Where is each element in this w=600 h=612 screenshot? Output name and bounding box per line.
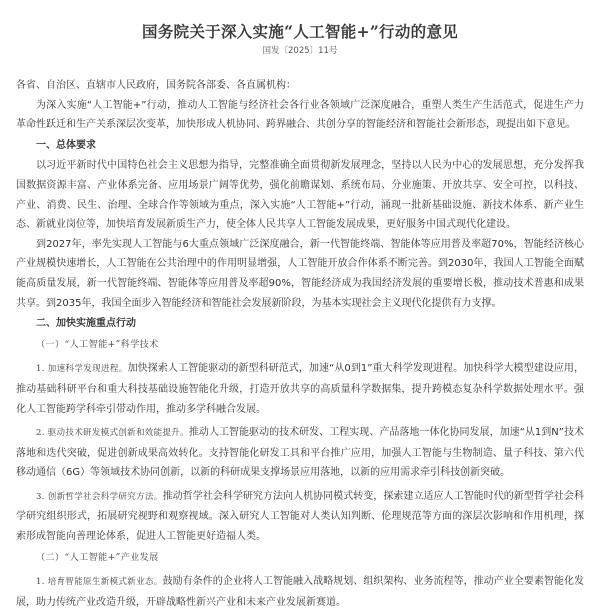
- salutation: 各省、自治区、直辖市人民政府，国务院各部委、各直属机构：: [16, 80, 296, 91]
- item-lead: 3. 创新哲学社会科学研究方法。: [36, 491, 163, 502]
- section-heading-1: 一、总体要求: [36, 139, 96, 151]
- subsection-heading-2: （二）“人工智能+”产业发展: [36, 552, 159, 563]
- item-text: 推动人工智能驱动的技术研发、工程实现、产品落地一体化协同发展，加速“从1到N”技术落地和迭代突破，促进创新成果高效转化。支持智能化研发工具和平台推广应用，加强人工智能与生物制造、量子科技、第六代移动通信（6G）等领域技术协同创新，以新的科研成果支撑场景应用落地，以新的应用需求牵引科技创新突破。: [16, 427, 584, 479]
- document-body: [16, 76, 584, 612]
- section1-paragraph-2: 到2027年，率先实现人工智能与6大重点领域广泛深度融合，新一代智能终端、智能体等应用普及率超70%，智能经济核心产业规模快速增长，人工智能在公共治理中的作用明显增强，人工智能开放合作体系不断完善。到2030年，我国人工智能全面赋能高质量发展，新一代智能终端、智能体等应用普及率超90%，智能经济成为我国经济发展的重要增长极，推动技术普惠和成果共享。到2035年，我国全面步入智能经济和智能社会发展新阶段，为基本实现社会主义现代化提供有力支撑。: [16, 238, 584, 309]
- item-text: 推动哲学社会科学研究方法向人机协同模式转变，探索建立适应人工智能时代的新型哲学社会科学研究组织形式，拓展研究视野和观察视域。深入研究人工智能对人类认知判断、伦理规范等方面的深层次影响和作用机理，探索形成智能向善理论体系，促进人工智能更好造福人类。: [16, 490, 584, 543]
- section-heading-2: 二、加快实施重点行动: [36, 318, 136, 330]
- item-lead: 2. 驱动技术研发模式创新和效能提升。: [36, 428, 189, 439]
- section1-paragraph-1: 以习近平新时代中国特色社会主义思想为指导，完整准确全面贯彻新发展理念，坚持以人民为中心的发展思想，充分发挥我国数据资源丰富、产业体系完备、应用场景广阔等优势，强化前瞻谋划、系统布局、分业施策、开放共享、安全可控，以科技、产业、消费、民生、治理、全球合作等领域为重点，深入实施“人工智能+”行动，涌现一批新基础设施、新技术体系、新产业生态、新就业岗位等，加快培育发展新质生产力，使全体人民共享人工智能发展成果，更好服务中国式现代化建设。: [16, 160, 584, 231]
- item-lead: 1. 培育智能原生新模式新业态。: [36, 577, 163, 588]
- list-item: [16, 572, 584, 612]
- list-item: [16, 359, 584, 419]
- document-number: 国发〔2025〕11号: [262, 46, 338, 56]
- item-text: 加快探索人工智能驱动的新型科研范式，加速“从0到1”重大科学发现进程。加快科学大模型建设应用，推动基础科研平台和重大科技基础设施智能化升级，打造开放共享的高质量科学数据集，提升跨模态复杂科学数据处理水平。强化人工智能跨学科牵引带动作用，推动多学科融合发展。: [16, 363, 584, 415]
- intro-paragraph: 为深入实施“人工智能+”行动，推动人工智能与经济社会各行业各领域广泛深度融合，重塑人类生产生活范式，促进生产力革命性跃迁和生产关系深层次变革，加快形成人机协同、跨界融合、共创分享的智能经济和智能社会新形态，现提出如下意见。: [16, 99, 584, 131]
- item-lead: 1. 加速科学发现进程。: [36, 364, 128, 375]
- item-text: 鼓励有条件的企业将人工智能融入战略规划、组织架构、业务流程等，推动产业全要素智能化发展，助力传统产业改造升级，开辟战略性新兴产业和未来产业发展新赛道。: [16, 576, 584, 608]
- list-item: [16, 423, 584, 483]
- list-item: [16, 487, 584, 547]
- document-title: 国务院关于深入实施“人工智能+”行动的意见: [141, 22, 459, 41]
- subsection-heading-1: （一）“人工智能+”科学技术: [36, 339, 159, 350]
